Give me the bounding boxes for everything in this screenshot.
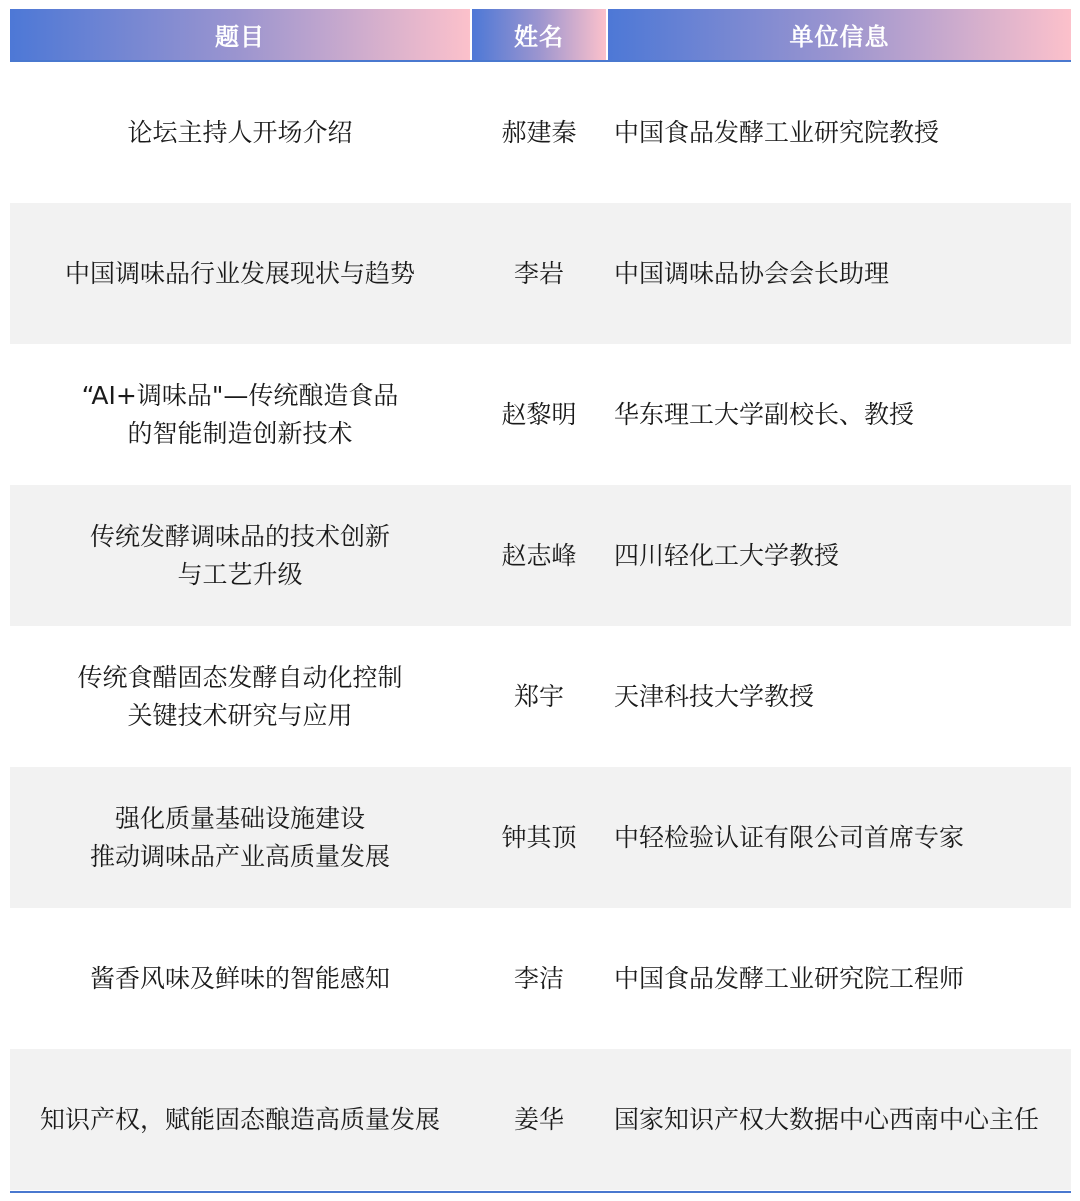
topic-cell [10,960,470,998]
table-row [10,344,1071,485]
bottom-divider [10,1191,1071,1193]
topic-line: 知识产权，赋能固态酿造高质量发展 [39,1104,440,1134]
speaker-org: 天津科技大学教授 [614,681,815,711]
topic-cell [10,659,470,735]
topic-cell [10,518,470,594]
speaker-name: 郑宇 [513,681,564,711]
table-row [10,1049,1071,1190]
speaker-name: 郝建秦 [501,117,577,147]
speaker-org: 中国食品发酵工业研究院工程师 [614,963,965,993]
header-org: 单位信息 [608,9,1071,60]
topic-line: 论坛主持人开场介绍 [127,117,353,147]
topic-line: 中国调味品行业发展现状与趋势 [64,258,415,288]
speaker-name: 姜华 [513,1104,564,1134]
table-header [10,9,1071,62]
table-row [10,908,1071,1049]
table-row [10,62,1071,203]
topic-cell [10,800,470,876]
topic-line: 的智能制造创新技术 [127,418,353,448]
table-row [10,626,1071,767]
topic-line: 传统发酵调味品的技术创新 [89,521,390,551]
topic-line: 强化质量基础设施建设 [114,803,365,833]
speaker-org: 国家知识产权大数据中心西南中心主任 [614,1104,1040,1134]
topic-line: 传统食醋固态发酵自动化控制 [77,662,403,692]
speaker-name: 钟其顶 [501,822,577,852]
speaker-org: 中轻检验认证有限公司首席专家 [614,822,965,852]
topic-cell [10,1101,470,1139]
topic-line: 酱香风味及鲜味的智能感知 [89,963,390,993]
topic-cell [10,255,470,293]
table-row [10,203,1071,344]
header-topic: 题目 [10,9,470,60]
topic-line: 关键技术研究与应用 [127,700,353,730]
speaker-name: 赵志峰 [501,540,577,570]
header-name: 姓名 [472,9,606,60]
speaker-org: 华东理工大学副校长、教授 [614,399,915,429]
table-row [10,767,1071,908]
topic-cell [10,377,470,453]
speaker-org: 四川轻化工大学教授 [614,540,840,570]
table-row [10,485,1071,626]
topic-line: “AI+调味品"—传统酿造食品 [81,380,399,410]
topic-cell [10,114,470,152]
topic-line: 与工艺升级 [177,559,303,589]
speaker-name: 李岩 [513,258,564,288]
speaker-name: 李洁 [513,963,564,993]
speaker-org: 中国食品发酵工业研究院教授 [614,117,940,147]
topic-line: 推动调味品产业高质量发展 [89,841,390,871]
speaker-name: 赵黎明 [501,399,577,429]
table-body [10,62,1071,1190]
speaker-org: 中国调味品协会会长助理 [614,258,890,288]
schedule-table [10,9,1071,1193]
